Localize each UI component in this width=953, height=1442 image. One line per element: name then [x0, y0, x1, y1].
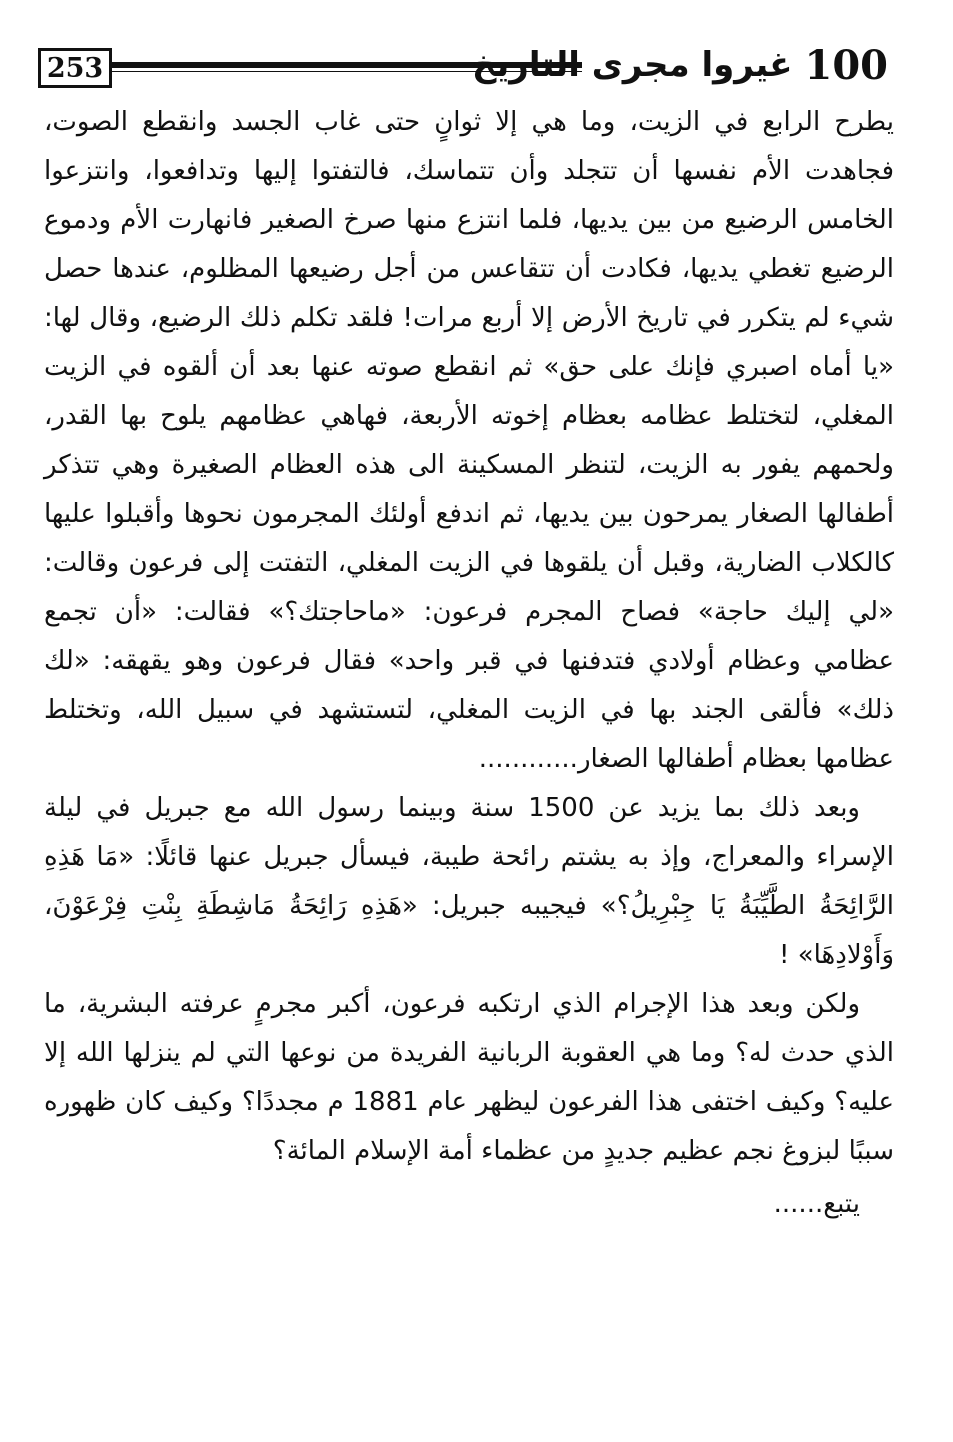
to-be-continued: يتبع......	[773, 1189, 860, 1219]
book-number: 100	[804, 41, 888, 89]
page-number: 253	[38, 48, 112, 88]
paragraph: ولكن وبعد هذا الإجرام الذي ارتكبه فرعون، أكبر مجرمٍ عرفته البشرية، ما الذي حدث له؟ وما هي العقوبة الربانية الفريدة من نوعها التي لم ينزلها الله إلا عليه؟ وكيف اختفى هذا الفرعون ليظهر عام 1881 م مجددًا؟ وكيف كان ظهوره سببًا لبزوغ نجم عظيم جديدٍ من عظماء أمة الإسلام المائة؟	[44, 989, 894, 1166]
paragraph: يطرح الرابع في الزيت، وما هي إلا ثوانٍ حتى غاب الجسد وانقطع الصوت، فجاهدت الأم نفسها أن تتجلد وأن تتماسك، فالتفتوا إليها وتدافعوا، وانتزعوا الخامس الرضيع من بين يديها، فلما انتزع منها صرخ الصغير فانهارت الأم ودموع الرضيع تغطي يديها، فكادت أن تتقاعس من أجل رضيعها المظلوم، عندها حصل شيء لم يتكرر في تاريخ الأرض إلا أربع مرات! فلقد تكلم ذلك الرضيع، وقال لها: «يا أماه اصبري فإنك على حق» ثم انقطع صوته عنها بعد أن ألقوه في الزيت المغلي، لتختلط عظامه بعظام إخوته الأربعة، فهاهي عظامهم يلوح بها القدر، ولحمهم يفور به الزيت، لتنظر المسكينة الى هذه العظام الصغيرة وهي تتذكر أطفالها الصغار يمرحون بين يديها، ثم اندفع أولئك المجرمون نحوها وأقبلوا عليها كالكلاب الضارية، وقبل أن يلقوها في الزيت المغلي، التفتت إلى فرعون وقالت: «لي إليك حاجة» فصاح المجرم فرعون: «ماحاجتك؟» فقالت: «أن تجمع عظامي وعظام أولادي فتدفنها في قبر واحد» فقال فرعون وهو يقهقه: «لك ذلك» فألقى الجند بها في الزيت المغلي، لتستشهد في سبيل الله، وتختلط عظامها بعظام أطفالها الصغار............	[44, 107, 894, 774]
paragraph: وبعد ذلك بما يزيد عن 1500 سنة وبينما رسول الله مع جبريل في ليلة الإسراء والمعراج، وإذ به يشتم رائحة طيبة، فيسأل جبريل عنها قائلًا: «مَا هَذِهِ الرَّائِحَةُ الطَّيِّبَةُ يَا جِبْرِيلُ؟» فيجيبه جبريل: «هَذِهِ رَائِحَةُ مَاشِطَةِ بِنْتِ فِرْعَوْنَ، وَأَوْلادِهَا» !	[44, 793, 894, 970]
page-body	[44, 98, 894, 1229]
page-header	[38, 40, 888, 96]
running-title	[472, 40, 888, 90]
book-title: غيروا مجرى التاريخ	[472, 45, 793, 85]
